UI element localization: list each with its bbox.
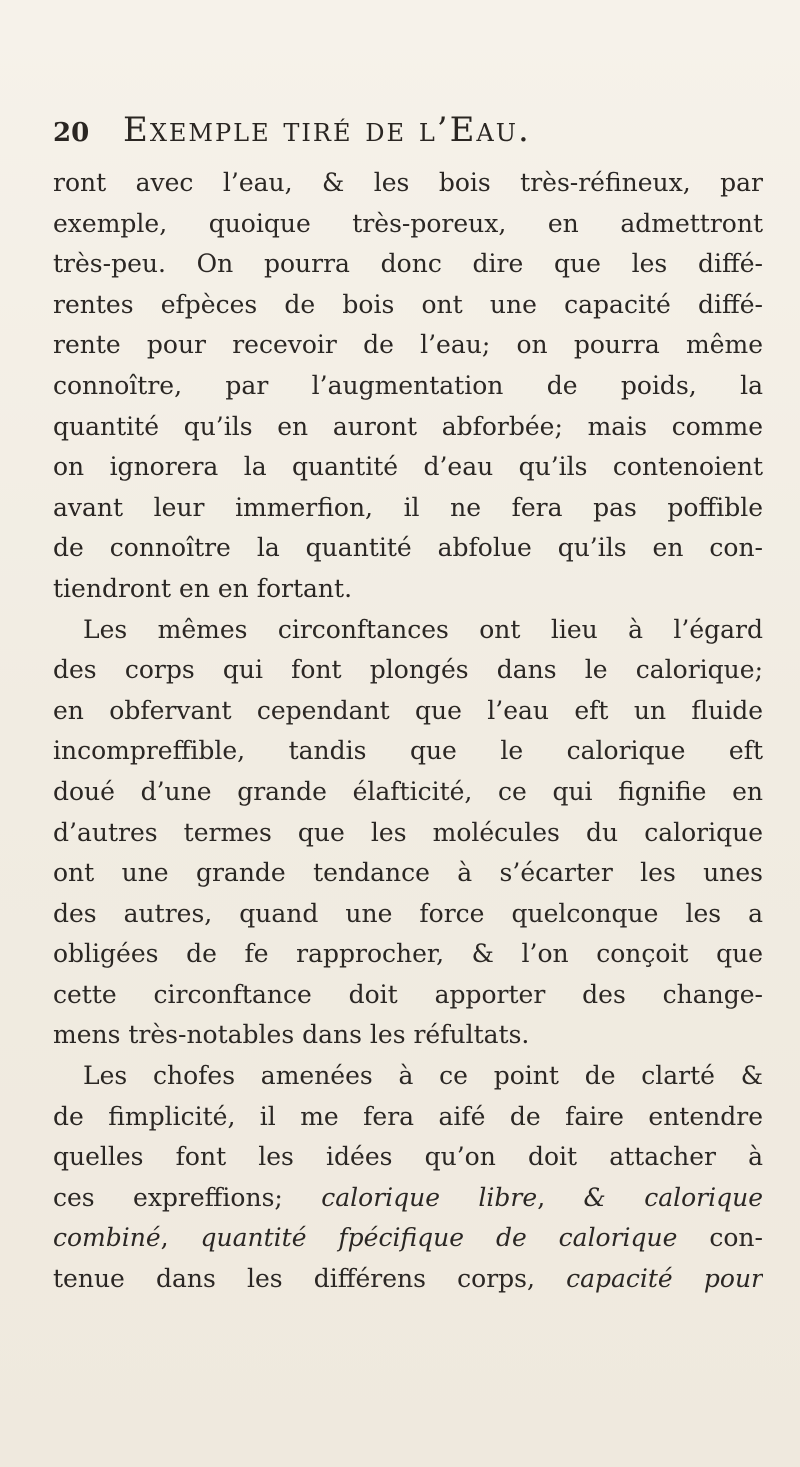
text-run: quelles font les idées qu’on doit attacher à	[53, 1142, 763, 1172]
text-line-12	[53, 610, 763, 651]
text-run: on ignorera la quantité d’eau qu’ils contenoient	[53, 452, 763, 482]
text-line-3	[53, 244, 763, 285]
text-run: ront avec l’eau, & les bois très-réfineux, par	[53, 168, 763, 197]
text-run: ,	[537, 1182, 584, 1212]
text-run: doué d’une grande élafticité, ce qui fignifie en	[53, 776, 763, 806]
text-run: incompreffible, tandis que le calorique eft	[53, 736, 763, 766]
text-run: avant leur immerfion, il ne fera pas poffible	[53, 492, 763, 522]
text-line-23	[53, 1056, 763, 1097]
text-run: ont une grande tendance à s’écarter les unes	[53, 858, 763, 888]
text-line-5	[53, 325, 763, 366]
text-line-24	[53, 1097, 763, 1138]
italic-term: quantité fpécifique de calorique	[200, 1223, 678, 1253]
text-run: en obfervant cependant que l’eau eft un fluide	[53, 695, 763, 725]
text-line-17	[53, 813, 763, 854]
text-run: con-	[677, 1223, 763, 1253]
text-run: quantité qu’ils en auront abforbée; mais comme	[53, 411, 763, 441]
text-line-16	[53, 772, 763, 813]
text-line-26	[53, 1178, 763, 1219]
text-run: connoître, par l’augmentation de poids, la	[53, 370, 763, 400]
italic-term: & calorique	[583, 1182, 763, 1212]
text-line-20	[53, 934, 763, 975]
text-run: mens très-notables dans les réfultats.	[53, 1020, 530, 1050]
text-line-8	[53, 447, 763, 488]
text-run: Les mêmes circonftances ont lieu à l’égard	[83, 614, 763, 644]
italic-term: combiné	[53, 1223, 161, 1253]
text-line-13	[53, 650, 763, 691]
running-title: Exemple tiré de l’Eau.	[123, 110, 531, 150]
text-run: Les chofes amenées à ce point de clarté &	[83, 1061, 763, 1091]
text-run: tenue dans les différens corps,	[53, 1264, 567, 1294]
text-line-25	[53, 1137, 763, 1178]
text-run: ,	[160, 1223, 201, 1253]
text-run: très-peu. On pourra donc dire que les diffé-	[53, 249, 763, 279]
text-line-21	[53, 975, 763, 1016]
text-line-4	[53, 285, 763, 326]
text-run: de fimplicité, il me fera aifé de faire entendre	[53, 1101, 763, 1131]
italic-term: calorique libre	[321, 1182, 538, 1212]
text-line-7	[53, 407, 763, 448]
text-line-11	[53, 569, 763, 610]
text-line-1	[53, 163, 763, 204]
text-run: de connoître la quantité abfolue qu’ils en con-	[53, 533, 763, 563]
text-run: rente pour recevoir de l’eau; on pourra même	[53, 330, 763, 360]
text-line-14	[53, 691, 763, 732]
text-run: d’autres termes que les molécules du calorique	[53, 817, 763, 847]
page-header	[53, 108, 753, 158]
text-run: cette circonftance doit apporter des change-	[53, 979, 763, 1009]
text-run: obligées de fe rapprocher, & l’on conçoit que	[53, 939, 763, 969]
text-line-18	[53, 853, 763, 894]
text-run: des corps qui font plongés dans le calorique;	[53, 655, 763, 685]
text-line-9	[53, 488, 763, 529]
italic-term: capacité pour	[566, 1264, 763, 1294]
text-line-19	[53, 894, 763, 935]
text-run: des autres, quand une force quelconque les a	[53, 898, 763, 928]
text-run: ces expreffions;	[53, 1182, 322, 1212]
text-line-10	[53, 528, 763, 569]
text-line-27	[53, 1218, 763, 1259]
body-text	[53, 163, 763, 1300]
page-number: 20	[53, 118, 90, 148]
text-run: rentes efpèces de bois ont une capacité diffé-	[53, 289, 763, 319]
text-run: tiendront en en fortant.	[53, 573, 353, 603]
text-run: exemple, quoique très-poreux, en admettront	[53, 208, 763, 238]
text-line-22	[53, 1015, 763, 1056]
text-line-2	[53, 204, 763, 245]
text-line-28	[53, 1259, 763, 1300]
text-line-6	[53, 366, 763, 407]
text-line-15	[53, 731, 763, 772]
